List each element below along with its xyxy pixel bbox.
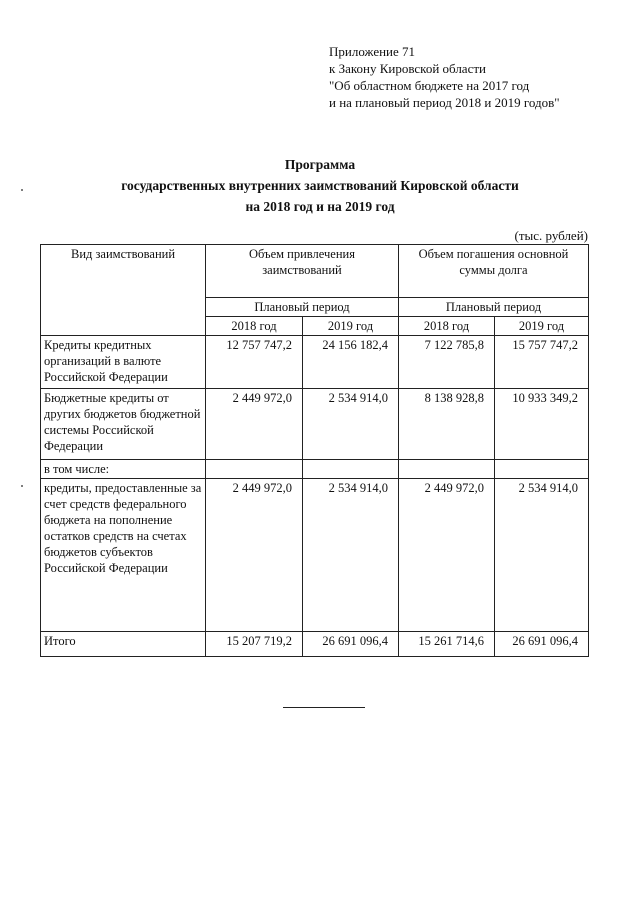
row-label: кредиты, предоставленные за счет средств федерального бюджета на пополнение остатков средств на счетах бюджетов субъектов Российской Федерации [41,479,206,632]
cell-empty [495,460,589,479]
title-line-1: Программа [284,157,356,172]
header-plan-period-repay: Плановый период [399,298,589,317]
cell-raise-2019: 24 156 182,4 [303,336,399,389]
cell-raise-2019: 2 534 914,0 [303,479,399,632]
cell-empty [303,460,399,479]
table-row-total [41,632,589,657]
table-row [41,479,589,632]
table-header-row-1 [41,245,589,298]
cell-raise-2018: 2 449 972,0 [206,389,303,460]
row-label: Итого [41,632,206,657]
header-plan-period-raise: Плановый период [206,298,399,317]
cell-repay-2018: 2 449 972,0 [399,479,495,632]
cell-raise-2019: 2 534 914,0 [303,389,399,460]
cell-empty [399,460,495,479]
closing-rule [283,707,365,708]
cell-raise-2018: 2 449 972,0 [206,479,303,632]
header-year-2018-raise: 2018 год [206,317,303,336]
header-year-2019-raise: 2019 год [303,317,399,336]
title-line-2: государственных внутренних заимствований Кировской области [121,178,519,193]
cell-empty [206,460,303,479]
cell-raise-2018: 15 207 719,2 [206,632,303,657]
table-row [41,336,589,389]
appendix-line-3: "Об областном бюджете на 2017 год [329,78,530,93]
appendix-line-4: и на плановый период 2018 и 2019 годов" [329,95,560,110]
cell-raise-2019: 26 691 096,4 [303,632,399,657]
cell-repay-2019: 2 534 914,0 [495,479,589,632]
row-label: Бюджетные кредиты от других бюджетов бюджетной системы Российской Федерации [41,389,206,460]
cell-repay-2018: 7 122 785,8 [399,336,495,389]
cell-repay-2019: 10 933 349,2 [495,389,589,460]
borrowing-table [40,244,589,657]
header-year-2019-repay: 2019 год [495,317,589,336]
scan-speck [21,189,23,191]
header-repay: Объем погашения основной суммы долга [399,245,589,298]
title-line-3: на 2018 год и на 2019 год [245,199,395,214]
scan-speck [21,485,23,487]
cell-repay-2019: 15 757 747,2 [495,336,589,389]
units-note: (тыс. рублей) [514,228,588,243]
header-raise: Объем привлечения заимствований [206,245,399,298]
row-label: Кредиты кредитных организаций в валюте Российской Федерации [41,336,206,389]
cell-repay-2019: 26 691 096,4 [495,632,589,657]
appendix-note [329,43,560,111]
cell-repay-2018: 15 261 714,6 [399,632,495,657]
table-row [41,389,589,460]
header-kind: Вид заимствований [41,245,206,336]
cell-repay-2018: 8 138 928,8 [399,389,495,460]
appendix-line-1: Приложение 71 [329,44,416,59]
row-label: в том числе: [41,460,206,479]
table-row [41,460,589,479]
cell-raise-2018: 12 757 747,2 [206,336,303,389]
appendix-line-2: к Закону Кировской области [329,61,486,76]
header-year-2018-repay: 2018 год [399,317,495,336]
document-title [0,154,640,217]
